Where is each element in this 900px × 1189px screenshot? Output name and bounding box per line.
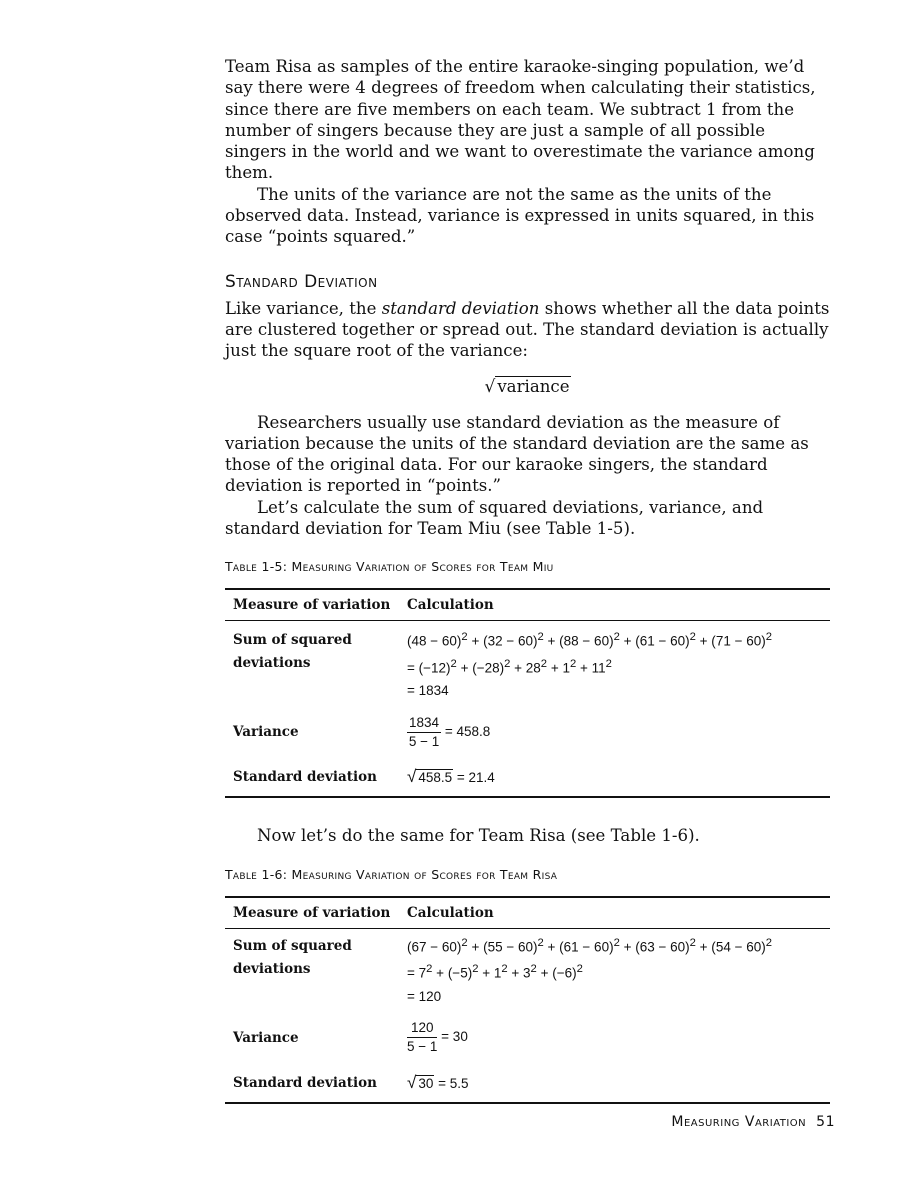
table-caption: Table 1-6: Measuring Variation of Scores for Team Risa [225,866,558,882]
calc-result: = 120 [407,988,442,1004]
paragraph-text: shows whether all the data points are clustered together or spread out. The standard deviation is actually just the square root of the variance: [225,298,830,361]
column-header: Calculation [399,897,830,929]
calc-sd: √ 30 = 5.5 [399,1064,830,1103]
table-row [225,1012,830,1064]
square-root: √ 30 [407,1072,434,1092]
section-heading: Standard Deviation [225,271,378,292]
calc-line: = $7^2 + (-5)^2 + 1^2 + 3^2 + (-6)^2$ [407,963,583,981]
table-header-row [225,589,830,621]
table-row [225,928,830,1012]
square-root: √ 458.5 [407,767,453,787]
paragraph-text: Like variance, the [225,298,382,318]
sqrt-formula [225,376,830,398]
table-header-row [225,897,830,929]
column-header: Measure of variation [225,589,399,621]
column-header: Calculation [399,589,830,621]
row-label: Variance [233,1029,299,1046]
paragraph: Researchers usually use standard deviation as the measure of variation because the units of the standard deviation are the same as those of the original data. For our karaoke singers, the standard deviation is reported in “points.” [225,412,809,496]
calc-result: = 1834 [407,683,449,699]
column-header: Measure of variation [225,897,399,929]
table-row [225,1064,830,1103]
row-label: Sum of squared deviations [233,632,352,672]
fraction: $\frac{1834}{5 - 1}$ [408,714,440,749]
calc-variance: $\frac{1834}{5 - 1}$ = 458.8 [408,714,491,749]
table-caption: Table 1-5: Measuring Variation of Scores for Team Miu [225,559,554,575]
paragraph: Now let’s do the same for Team Risa (see Table 1-6). [257,826,700,846]
table-row [225,706,830,758]
square-root: √ variance [484,376,570,397]
row-label: Sum of squared deviations [233,937,352,977]
page-footer [671,1114,835,1130]
radicand: variance [497,376,570,396]
paragraph: Let’s calculate the sum of squared deviations, variance, and standard deviation for Team Miu (see Table 1-5). [225,497,764,539]
calc-line: $(67 - 60)^2 + (55 - 60)^2 + (61 - 60)^2 + (63 - 60)^2 + (54 - 60)^2$ [407,936,772,955]
page-content [225,56,830,1104]
page-number: 51 [816,1114,835,1130]
paragraph: Team Risa as samples of the entire karaoke-singing population, we’d say there were 4 degrees of freedom when calculating their statistics, since there are five members on each team. We subtract 1 from the number of singers because they are just a sample of all possible singers in the world and we want to overestimate the variance among them. [225,57,816,183]
fraction: $\frac{120}{5 - 1}$ [407,1020,438,1055]
calc-ssd [399,928,830,1012]
calc-line: = $(-12)^2 + (-28)^2 + 28^2 + 1^2 + 11^2$ [407,657,612,676]
row-label: Standard deviation [225,758,399,797]
table-row [225,621,830,707]
paragraph: The units of the variance are not the same as the units of the observed data. Instead, variance is expressed in units squared, in this case “points squared.” [225,184,815,247]
emphasis-term: standard deviation [381,298,540,318]
running-footer-title: Measuring Variation [671,1114,807,1130]
table-1-5 [225,588,830,798]
row-label: Variance [233,724,299,741]
calc-variance: $\frac{120}{5 - 1}$ = 30 [407,1020,468,1055]
table-1-6 [225,896,830,1104]
calc-ssd [399,621,830,707]
calc-line: $(48 - 60)^2 + (32 - 60)^2 + (88 - 60)^2 + (61 - 60)^2 + (71 - 60)^2$ [407,631,772,649]
row-label: Standard deviation [225,1064,399,1103]
paragraph [225,298,830,362]
calc-sd: √ 458.5 = 21.4 [399,758,830,797]
table-row [225,758,830,797]
